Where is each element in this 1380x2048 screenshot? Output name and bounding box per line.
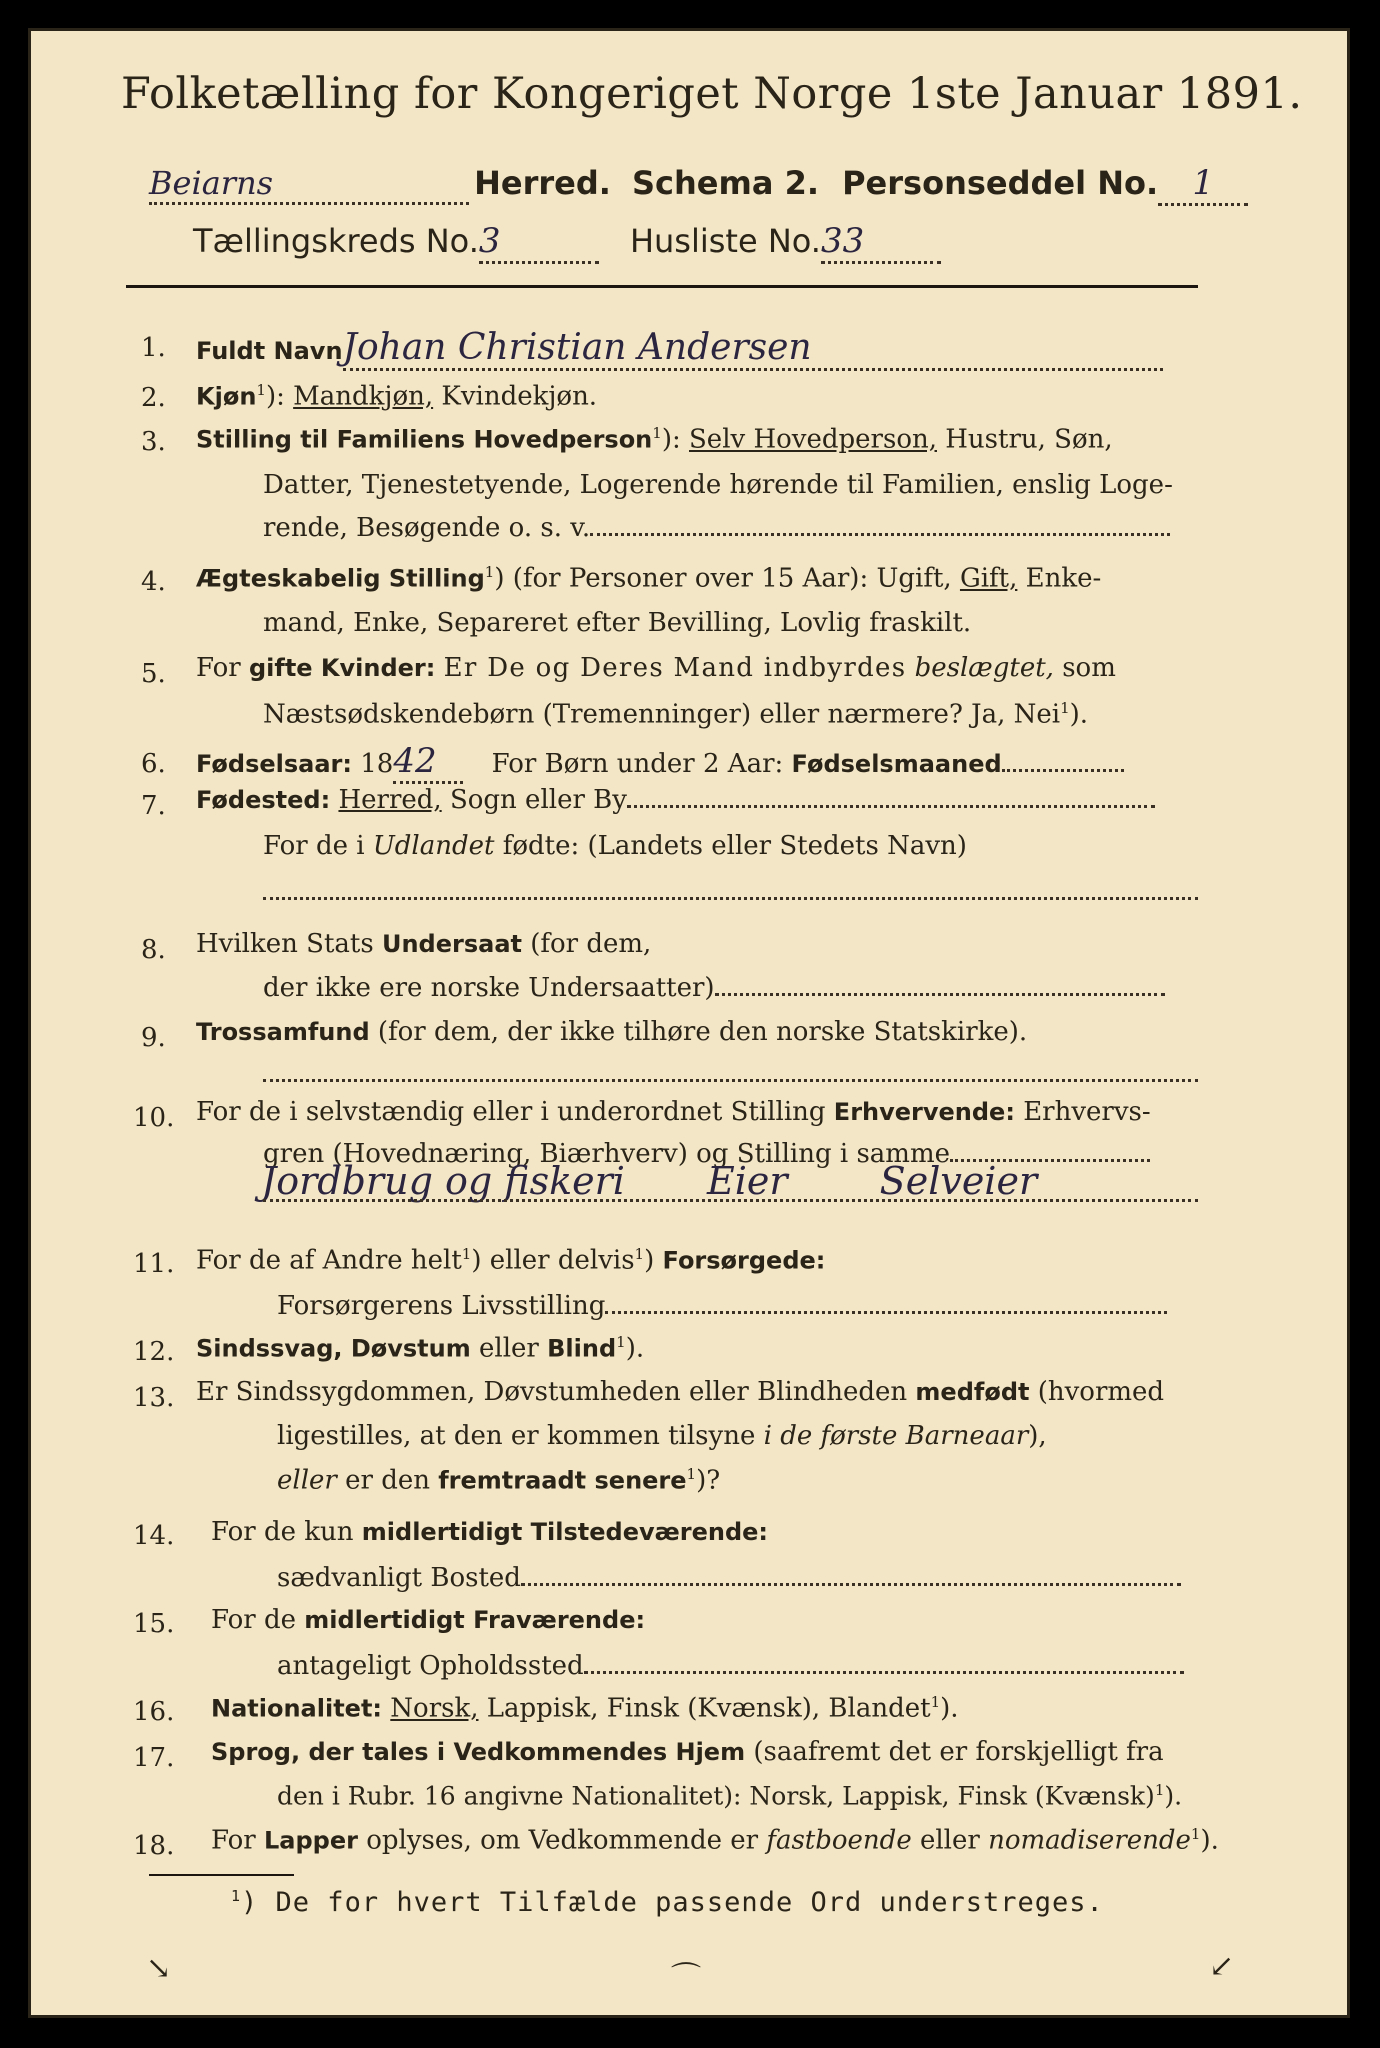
husliste-value: 33	[821, 221, 941, 264]
nationalitet-option-norsk: Norsk,	[390, 1693, 479, 1724]
sprog-label: Sprog, der tales i Vedkommendes Hjem	[211, 1738, 746, 1766]
item15-pre: For de	[211, 1605, 296, 1635]
punct: )	[644, 1245, 655, 1276]
item-number: 7.	[141, 791, 166, 821]
item-number: 6.	[141, 749, 166, 779]
item13-line3a: er den	[345, 1465, 430, 1496]
personseddel-label: Personseddel No.	[842, 164, 1159, 202]
item-number: 5.	[141, 659, 166, 689]
fodselsmaaned-label: Fødselsmaaned	[791, 750, 1002, 778]
item13-post: (hvormed	[1037, 1377, 1165, 1407]
blind-label: Blind	[547, 1334, 617, 1363]
item18-em1: fastboende	[766, 1825, 912, 1856]
item17-line2	[277, 1781, 1182, 1810]
footnote-text: ) De for hvert Tilfælde passende Ord understreges.	[241, 1887, 1104, 1918]
husliste-label: Husliste No.	[629, 222, 821, 260]
item-9	[196, 1017, 1027, 1047]
footnote-mark: 1	[231, 1887, 242, 1905]
item18-pre: For	[211, 1825, 256, 1856]
item13-line2a: ligestilles, at den er kommen tilsyne	[277, 1421, 756, 1451]
kjon-label: Kjøn	[196, 382, 257, 411]
answer-line	[263, 1079, 1198, 1082]
item7-line2a: For de i	[263, 831, 365, 861]
item-12	[196, 1333, 644, 1364]
kreds-value: 3	[479, 221, 599, 264]
answer-line	[715, 973, 1165, 996]
item-17	[211, 1737, 1164, 1767]
punct: ).	[625, 1333, 645, 1364]
undersaat-label: Undersaat	[381, 930, 522, 958]
fremtraadt-label: fremtraadt senere	[438, 1466, 687, 1495]
punct: ).	[1164, 1781, 1183, 1811]
lapper-label: Lapper	[263, 1826, 358, 1855]
item7-line2b: fødte: (Landets eller Stedets Navn)	[502, 831, 967, 861]
item-number: 12.	[133, 1337, 175, 1367]
punct: ),	[1028, 1421, 1047, 1451]
item8-post: (for dem,	[530, 929, 652, 959]
item-1	[196, 327, 1163, 371]
item11-mid: ) eller delvis	[471, 1245, 635, 1276]
item11-pre: For de af Andre helt	[196, 1245, 462, 1276]
answer-line	[521, 1563, 1181, 1586]
item-7	[196, 785, 1155, 815]
fodselsaar-prefix: 18	[360, 749, 394, 779]
footnote-mark: 1	[256, 381, 266, 399]
stilling-line3	[263, 513, 1170, 543]
erhverv-value	[261, 1159, 1037, 1203]
personseddel-value: 1	[1158, 163, 1248, 206]
stilling-line2: Datter, Tjenestetyende, Logerende hørende til Familien, enslig Loge-	[263, 470, 1173, 500]
fodselsaar-value: 42	[393, 741, 463, 784]
footnote-mark: 1	[461, 1245, 472, 1263]
trossamfund-label: Trossamfund	[196, 1018, 370, 1046]
fodested-option-herred: Herred,	[338, 785, 442, 815]
gifte-kvinder-label: gifte Kvinder:	[248, 654, 436, 682]
fuldt-navn-label: Fuldt Navn	[196, 337, 343, 365]
item6-mid: For Børn under 2 Aar:	[491, 749, 784, 779]
item-4	[196, 563, 1101, 594]
item-number: 8.	[141, 935, 166, 965]
item11-line2-text: Forsørgerens Livsstilling	[277, 1291, 606, 1321]
corner-mark-left: ↘	[146, 1951, 172, 1986]
erhvervende-label: Erhvervende:	[833, 1098, 1015, 1126]
item15-line2-text: antageligt Opholdssted	[277, 1651, 584, 1681]
herred-label: Herred.	[474, 164, 611, 202]
item5-end: som	[1062, 653, 1116, 683]
item-11	[196, 1245, 825, 1276]
punct: ).	[1069, 699, 1089, 730]
item18-em2: nomadiserende	[988, 1825, 1191, 1856]
item13-pre: Er Sindssygdommen, Døvstumheden eller Blindheden	[196, 1377, 908, 1407]
fodested-options: Sogn eller By	[449, 785, 627, 815]
footnote-rule	[149, 1874, 294, 1876]
item13-line2	[277, 1421, 1047, 1451]
herred-line	[149, 163, 1248, 206]
center-mark: ⌒	[671, 1961, 701, 1996]
stilling-option-selv: Selv Hovedperson,	[689, 424, 937, 455]
form-title: Folketælling for Kongeriget Norge 1ste Januar 1891.	[121, 69, 1303, 119]
header-rule	[126, 285, 1198, 288]
item14-line2	[277, 1563, 1181, 1593]
nationalitet-options: Lappisk, Finsk (Kvænsk), Blandet	[486, 1693, 931, 1724]
punct: ):	[661, 424, 681, 455]
fravaerende-label: midlertidigt Fraværende:	[304, 1606, 646, 1634]
punct: )?	[696, 1465, 721, 1496]
herred-value: Beiarns	[149, 164, 469, 205]
aegteskab-option-gift: Gift,	[959, 563, 1018, 594]
sindssvag-label: Sindssvag, Døvstum	[196, 1334, 471, 1363]
item14-line2-text: sædvanligt Bosted	[277, 1563, 521, 1593]
item-8	[196, 929, 651, 959]
kreds-line	[193, 221, 941, 264]
item-number: 3.	[141, 427, 166, 457]
item-number: 17.	[133, 1743, 175, 1773]
aegteskab-line2: mand, Enke, Separeret efter Bevilling, Lovlig fraskilt.	[263, 608, 972, 638]
item-number: 9.	[141, 1023, 166, 1053]
medfodt-label: medfødt	[915, 1378, 1030, 1406]
item13-line2em: i de første Barneaar	[763, 1421, 1029, 1451]
footnote-mark: 1	[484, 563, 495, 581]
item5-em: beslægtet,	[914, 653, 1054, 683]
tilstedevaerende-label: midlertidigt Tilstedeværende:	[361, 1518, 769, 1546]
item8-line2	[263, 973, 1165, 1003]
item-14	[211, 1517, 768, 1547]
footnote-mark: 1	[1060, 699, 1070, 717]
aegteskab-text: ) (for Personer over 15 Aar): Ugift,	[494, 563, 952, 594]
item5-pre: For	[196, 653, 241, 683]
answer-line	[584, 1651, 1184, 1674]
kjon-option-mandkjon: Mandkjøn,	[293, 381, 434, 412]
erhverv-value-2: Eier	[707, 1159, 788, 1203]
item-number: 16.	[133, 1697, 175, 1727]
item7-line2em: Udlandet	[372, 831, 495, 861]
item12-mid: eller	[479, 1333, 539, 1364]
item14-pre: For de kun	[211, 1517, 354, 1547]
item-number: 1.	[141, 333, 166, 363]
nationalitet-label: Nationalitet:	[211, 1694, 383, 1723]
item5-line2-text: Næstsødskendebørn (Tremenninger) eller nærmere? Ja, Nei	[263, 699, 1061, 730]
erhverv-value-1: Jordbrug og fiskeri	[261, 1159, 625, 1203]
item-3	[196, 424, 1113, 455]
stilling-line3-text: rende, Besøgende o. s. v.	[263, 513, 591, 543]
erhverv-value-3: Selveier	[879, 1159, 1038, 1203]
item5-text: Er De og Deres Mand indbyrdes	[443, 653, 907, 683]
item-13	[196, 1377, 1164, 1407]
item-2	[196, 381, 597, 412]
footnote-mark: 1	[616, 1333, 626, 1351]
item9-rest: (for dem, der ikke tilhøre den norske Statskirke).	[377, 1017, 1028, 1047]
item17-line2-text: den i Rubr. 16 angivne Nationalitet): Norsk, Lappisk, Finsk (Kvænsk)	[277, 1781, 1155, 1811]
answer-line	[263, 1199, 1198, 1202]
answer-line	[627, 785, 1155, 808]
stilling-label: Stilling til Familiens Hovedperson	[196, 425, 653, 454]
item-10	[196, 1097, 1151, 1127]
item18-mid2: eller	[919, 1825, 980, 1856]
footnote-mark: 1	[1190, 1825, 1201, 1843]
fuldt-navn-value: Johan Christian Andersen	[343, 327, 1163, 371]
item-15	[211, 1605, 645, 1635]
footnote	[231, 1887, 1104, 1918]
footnote-mark: 1	[930, 1693, 941, 1711]
item18-mid: oplyses, om Vedkommende er	[366, 1825, 759, 1856]
punct: ):	[265, 381, 285, 412]
item10-pre: For de i selvstændig eller i underordnet Stilling	[196, 1097, 826, 1127]
item-number: 18.	[133, 1831, 175, 1861]
footnote-mark: 1	[1154, 1781, 1165, 1799]
item15-line2	[277, 1651, 1184, 1681]
item-18	[211, 1825, 1219, 1856]
footnote-mark: 1	[652, 424, 662, 442]
item-6	[196, 741, 1124, 784]
fodselsaar-label: Fødselsaar:	[196, 750, 352, 778]
punct: ).	[940, 1693, 959, 1724]
item10-line2-text: gren (Hovednæring, Biærhverv) og Stilling i samme	[263, 1139, 950, 1169]
answer-line	[1002, 749, 1124, 772]
footnote-mark: 1	[634, 1245, 645, 1263]
corner-mark-right: ↙	[1209, 1949, 1235, 1984]
item17-rest: (saafremt det er forskjelligt fra	[753, 1737, 1164, 1767]
answer-line	[263, 897, 1198, 900]
punct: ).	[1200, 1825, 1219, 1856]
item-number: 4.	[141, 567, 166, 597]
item5-line2	[263, 699, 1088, 730]
item-16	[211, 1693, 959, 1724]
kjon-option-kvindekjon: Kvindekjøn.	[441, 381, 598, 412]
answer-line	[605, 1291, 1167, 1314]
item-number: 10.	[133, 1103, 175, 1133]
item-5	[196, 653, 1116, 683]
item8-line2-text: der ikke ere norske Undersaatter)	[263, 973, 715, 1003]
footnote-mark: 1	[686, 1465, 697, 1483]
item13-line3	[277, 1465, 720, 1496]
item-number: 2.	[141, 383, 166, 413]
item8-pre: Hvilken Stats	[196, 929, 374, 959]
kreds-label: Tællingskreds No.	[193, 222, 479, 260]
aegteskab-label: Ægteskabelig Stilling	[196, 564, 485, 593]
fodested-label: Fødested:	[196, 786, 331, 814]
forsorgede-label: Forsørgede:	[662, 1246, 826, 1275]
item-number: 11.	[133, 1249, 175, 1279]
stilling-options: Hustru, Søn,	[945, 424, 1113, 455]
item13-line3em: eller	[277, 1465, 337, 1496]
aegteskab-text-end: Enke-	[1025, 563, 1102, 594]
item10-post: Erhvervs-	[1023, 1097, 1151, 1127]
item-number: 13.	[133, 1383, 175, 1413]
item7-line2	[263, 831, 967, 861]
census-form	[28, 28, 1350, 2018]
item-number: 15.	[133, 1609, 175, 1639]
item-number: 14.	[133, 1521, 175, 1551]
answer-line	[590, 513, 1170, 536]
item11-line2	[277, 1291, 1167, 1321]
schema-label: Schema 2.	[632, 164, 819, 202]
